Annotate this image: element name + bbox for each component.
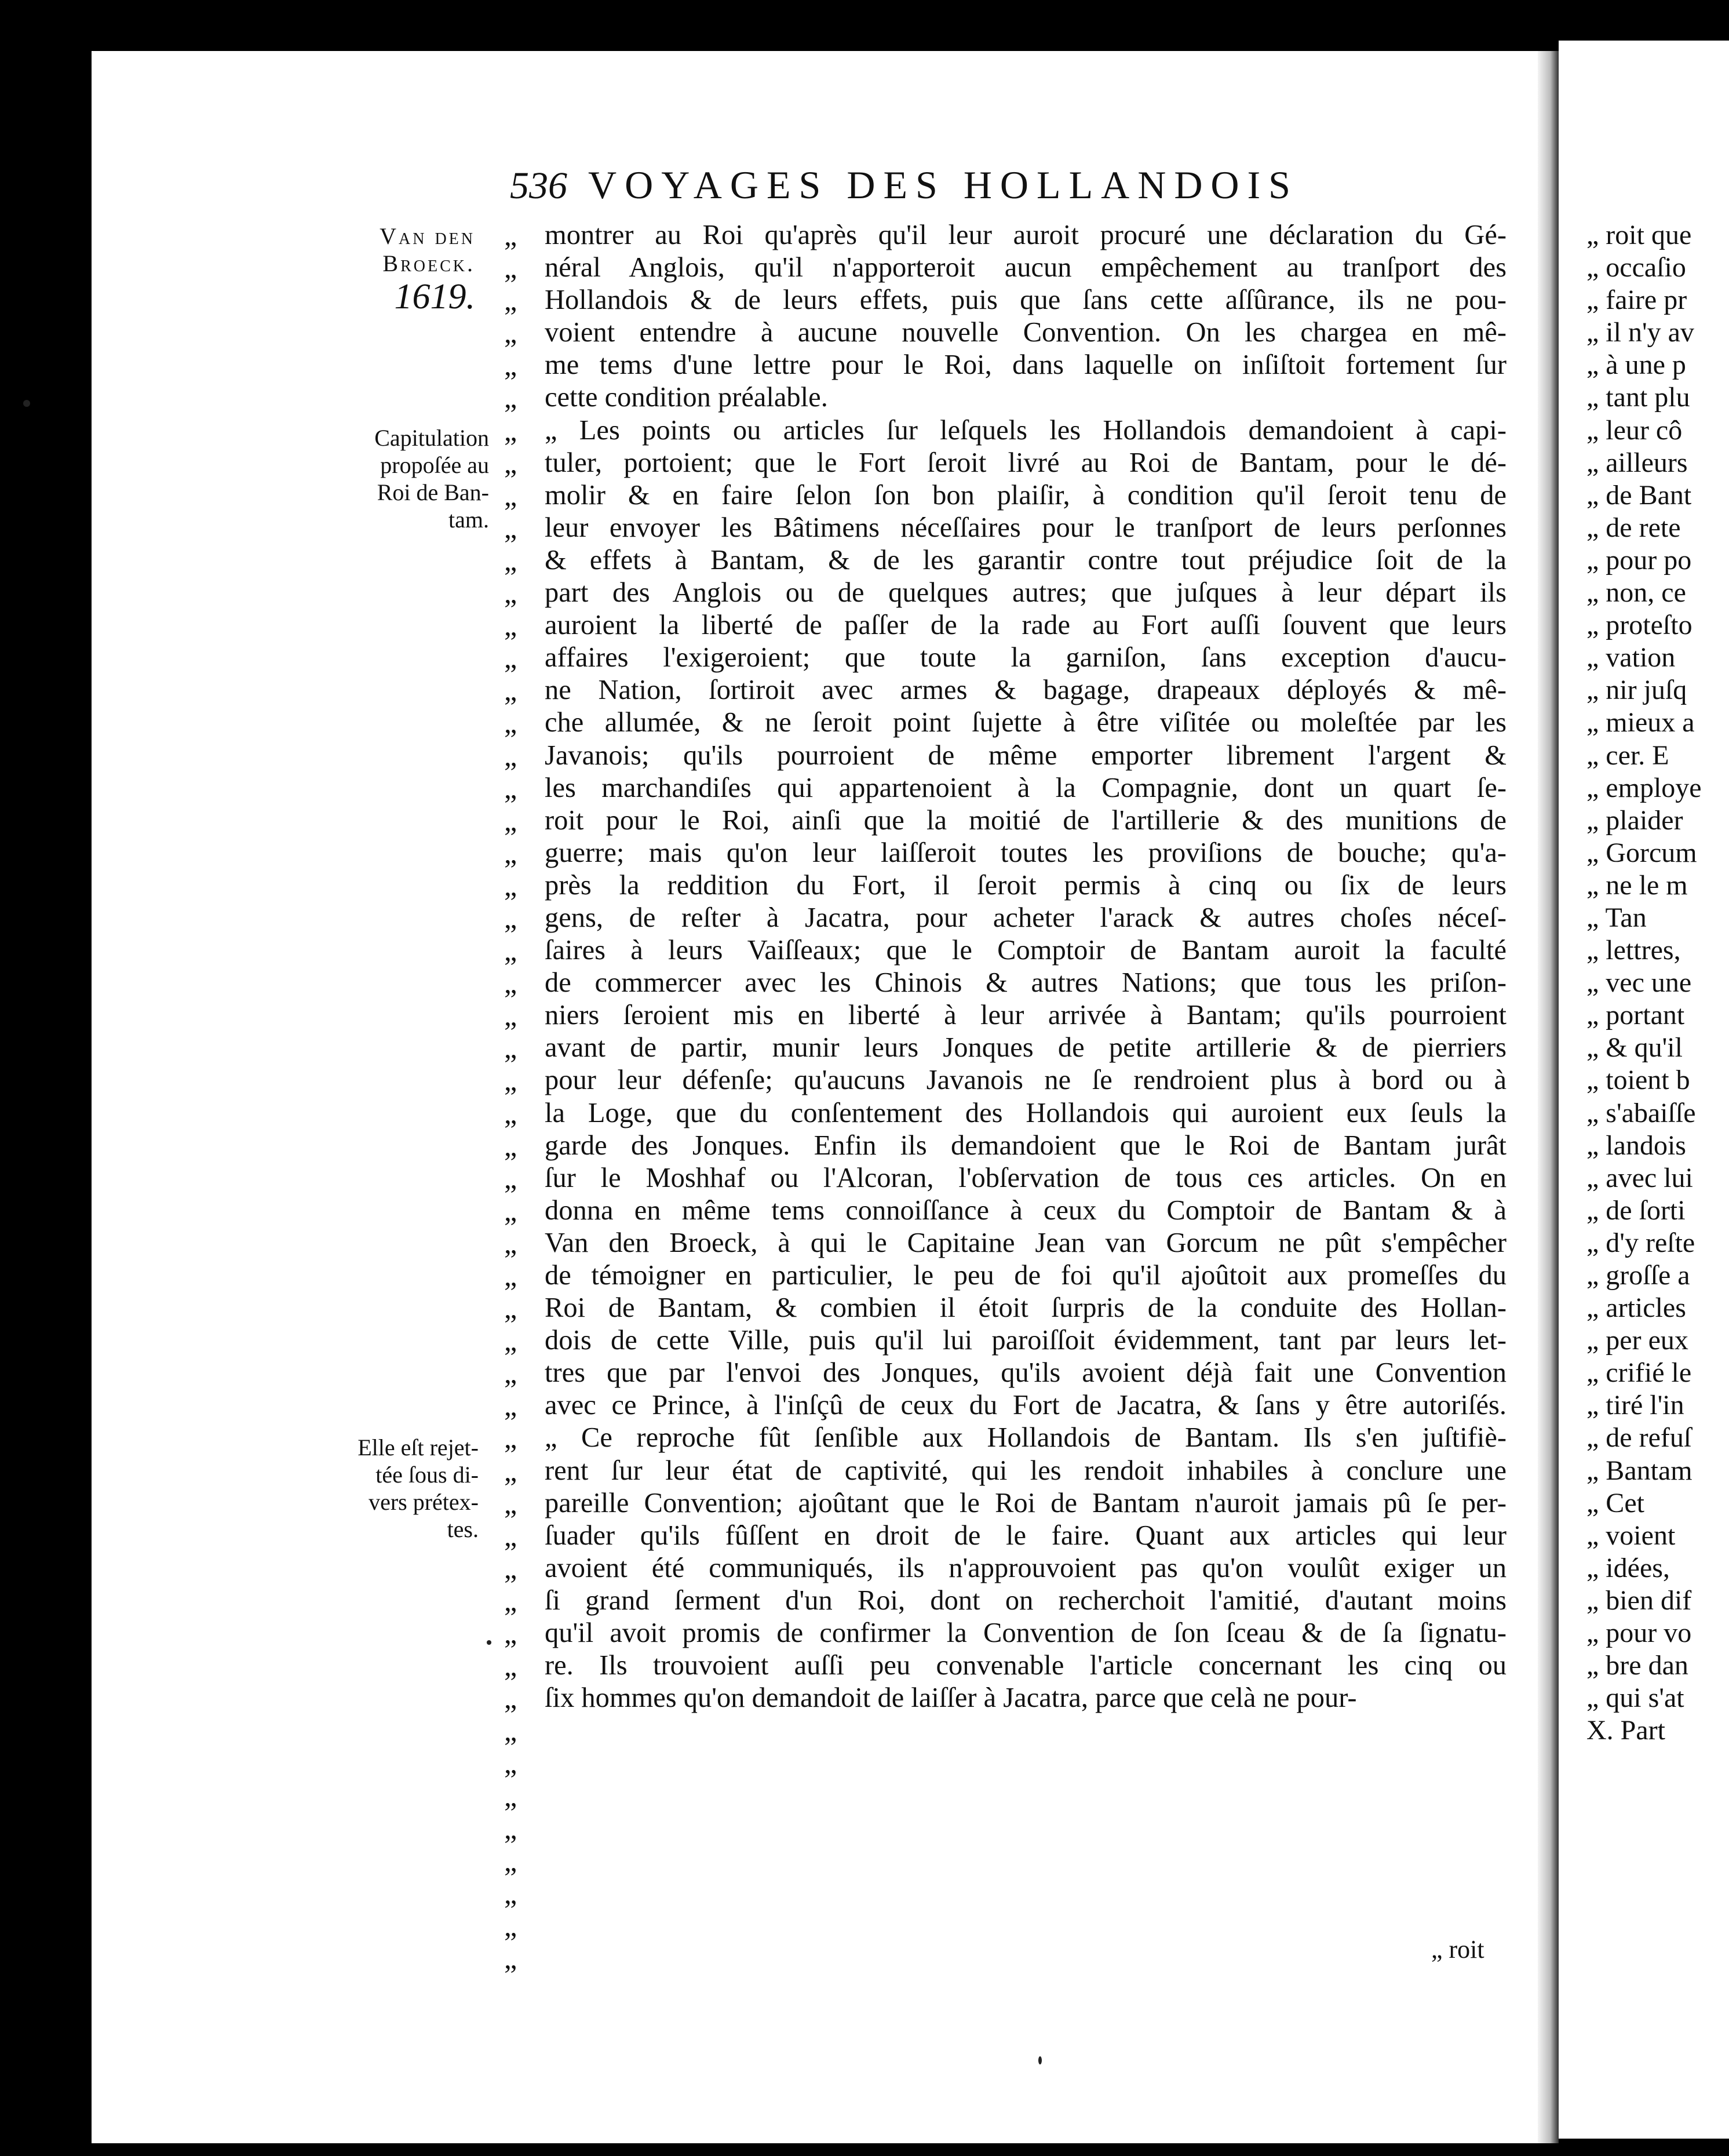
right-page-line: „ pour vo (1586, 1618, 1692, 1649)
quote-mark: „ (504, 1454, 517, 1487)
scan-speck (23, 400, 30, 407)
right-page-line: „ à une p (1586, 349, 1686, 381)
margin-note-line: Capitulation (374, 425, 489, 451)
right-page-line: „ pour po (1586, 544, 1692, 576)
body-line: tuler, portoient; que le Fort ſeroit livré au Roi de Bantam, pour le dé- (545, 447, 1507, 478)
body-line: „ Les points ou articles ſur leſquels les Hollandois demandoient à capi- (545, 414, 1507, 446)
quote-mark: „ (504, 252, 517, 285)
scan-speck (1038, 2056, 1042, 2064)
body-line: montrer au Roi qu'après qu'il leur auroit procuré une déclaration du Gé- (545, 220, 1507, 250)
quote-mark: „ (504, 446, 517, 479)
right-page-text (1586, 219, 1729, 1747)
margin-note-capitulation (324, 424, 489, 533)
quote-mark: „ (504, 479, 517, 512)
catchword: „ roit (1431, 1935, 1484, 1964)
margin-author-line: Broeck. (382, 250, 475, 276)
body-line: près la reddition du Fort, il ſeroit permis à cinq ou ſix de leurs (545, 869, 1507, 901)
body-line: roit pour le Roi, ainſi que la moitié de l'artillerie & des munitions de (545, 804, 1507, 836)
body-line: voient entendre à aucune nouvelle Convention. On les chargea en mê- (545, 317, 1507, 348)
body-line: tres que par l'envoi des Jonques, qu'ils avoient déjà fait une Convention (545, 1357, 1507, 1389)
right-page-line: „ non, ce (1586, 577, 1686, 609)
quote-mark: „ (504, 414, 517, 447)
margin-note-line: tée ſous di- (375, 1462, 479, 1488)
quote-mark: „ (504, 674, 517, 707)
right-page-line: „ plaider (1586, 804, 1683, 836)
body-line: ne Nation, ſortiroit avec armes & bagage, drapeaux déployés & mê- (545, 675, 1507, 706)
quote-mark: „ (504, 1779, 517, 1812)
right-page-line: „ il n'y av (1586, 317, 1694, 348)
quote-mark: „ (504, 1844, 517, 1877)
right-page-line: „ mieux a (1586, 707, 1695, 738)
quote-mark: „ (504, 1519, 517, 1552)
body-line: avec ce Prince, à l'inſçû de ceux du Fort de Jacatra, & ſans y être autoriſés. (545, 1390, 1507, 1421)
quote-mark: „ (504, 577, 517, 610)
right-page-line: „ proteſto (1586, 610, 1692, 641)
body-line: auroient la liberté de paſſer de la rade au Fort auſſi ſouvent que leurs (545, 610, 1507, 641)
quote-mark: „ (504, 1552, 517, 1585)
page-header (510, 162, 1414, 208)
right-page-line: „ employe (1586, 772, 1702, 803)
quote-mark: „ (504, 1584, 517, 1617)
body-text (545, 219, 1507, 1714)
margin-note-line: propoſée au (380, 452, 489, 478)
margin-note-line: Roi de Ban- (377, 479, 489, 505)
body-line: qu'il avoit promis de confirmer la Convention de ſon ſceau & de ſa ſignatu- (545, 1618, 1507, 1649)
body-line: rent ſur leur état de captivité, qui les rendoit inhabiles à conclure une (545, 1455, 1507, 1486)
body-line: „ Ce reproche fût ſenſible aux Hollandois de Bantam. Ils s'en juſtifiè- (545, 1422, 1507, 1454)
margin-author-line: Van den (380, 223, 475, 249)
right-page-line: „ voient (1586, 1520, 1676, 1551)
quote-mark: „ (504, 1877, 517, 1910)
right-page-line: „ tiré l'in (1586, 1390, 1684, 1421)
right-page-line: „ Bantam (1586, 1455, 1692, 1486)
quote-mark: „ (504, 1032, 517, 1065)
quote-mark: „ (504, 1682, 517, 1715)
right-page-line: „ roit que (1586, 220, 1692, 250)
right-page-line: „ portant (1586, 1000, 1685, 1031)
right-page-line: „ Tan (1586, 902, 1647, 933)
body-line: niers ſeroient mis en liberté à leur arrivée à Bantam; qu'ils pourroient (545, 1000, 1507, 1031)
body-line: donna en même tems connoiſſance à ceux du Comptoir de Bantam & à (545, 1194, 1507, 1226)
right-page-line: „ idées, (1586, 1552, 1670, 1583)
right-page-line: „ tant plu (1586, 382, 1690, 413)
body-line: ſur le Moshhaf ou l'Alcoran, l'obſervation de tous ces articles. On en (545, 1162, 1507, 1193)
quote-mark: „ (504, 1161, 517, 1194)
body-line: de témoigner en particulier, le peu de foi qu'il ajoûtoit aux promeſſes du (545, 1260, 1507, 1291)
right-page-line: „ bien dif (1586, 1585, 1692, 1616)
quote-mark: „ (504, 316, 517, 349)
right-page-line: „ & qu'il (1586, 1032, 1683, 1064)
right-page-line: „ de ſorti (1586, 1194, 1686, 1226)
margin-author-year (324, 223, 475, 316)
body-line: garde des Jonques. Enfin ils demandoient que le Roi de Bantam jurât (545, 1130, 1507, 1161)
page-gutter (1538, 51, 1559, 2143)
body-line: ſi grand ſerment d'un Roi, dont on recherchoit l'amitié, d'autant moins (545, 1585, 1507, 1616)
right-page-line: „ avec lui (1586, 1162, 1693, 1193)
quote-mark: „ (504, 1259, 517, 1292)
right-page-line: „ Gorcum (1586, 837, 1697, 868)
quote-mark: „ (504, 511, 517, 544)
quote-mark: „ (504, 1812, 517, 1845)
margin-note-line: Elle eſt rejet- (358, 1434, 479, 1461)
quote-mark: „ (504, 836, 517, 869)
right-page-line: „ Cet (1586, 1487, 1644, 1518)
body-line: dois de cette Ville, puis qu'il lui paroiſſoit évidemment, tant par leurs let- (545, 1325, 1507, 1356)
quote-mark: „ (504, 706, 517, 740)
body-line: che allumée, & ne ſeroit point ſujette à être viſitée ou moleſtée par les (545, 707, 1507, 738)
right-page-line: „ occaſio (1586, 252, 1686, 283)
body-line: avant de partir, munir leurs Jonques de petite artillerie & de pierriers (545, 1032, 1507, 1064)
quote-mark: „ (504, 967, 517, 1000)
quote-mark: „ (504, 1292, 517, 1325)
body-line: molir & en faire ſelon ſon bon plaiſir, à condition qu'il ſeroit tenu de (545, 479, 1507, 511)
quote-mark: „ (504, 934, 517, 967)
right-page-line: „ groſſe a (1586, 1260, 1690, 1291)
right-page-line: X. Part (1586, 1715, 1665, 1746)
right-page-line: „ per eux (1586, 1325, 1688, 1356)
body-line: néral Anglois, qu'il n'apporteroit aucun empêchement au tranſport des (545, 252, 1507, 283)
quote-mark: „ (504, 381, 517, 414)
quote-mark: „ (504, 1714, 517, 1747)
margin-note-rejected (324, 1434, 479, 1543)
body-line: part des Anglois ou de quelques autres; que juſques à leur départ ils (545, 577, 1507, 609)
body-line: affaires l'exigeroient; que toute la garniſon, ſans exception d'aucu- (545, 642, 1507, 673)
right-page-line: „ faire pr (1586, 285, 1687, 316)
right-page-line: „ crifié le (1586, 1357, 1692, 1389)
body-line: Van den Broeck, à qui le Capitaine Jean van Gorcum ne pût s'empêcher (545, 1227, 1507, 1258)
right-page-line: „ vec une (1586, 967, 1692, 999)
body-line: leur envoyer les Bâtimens néceſſaires pour le tranſport de leurs perſonnes (545, 512, 1507, 543)
quote-mark: „ (504, 1194, 517, 1227)
body-line: gens, de reſter à Jacatra, pour acheter l'arack & autres choſes néceſ- (545, 902, 1507, 933)
quote-marks-column (504, 219, 537, 1975)
quote-mark: „ (504, 544, 517, 577)
margin-note-line: tam. (448, 507, 489, 533)
quote-mark: „ (504, 642, 517, 675)
right-page-line: „ toient b (1586, 1065, 1690, 1096)
quote-mark: „ (504, 1487, 517, 1520)
body-line: re. Ils trouvoient auſſi peu convenable l'article concernant les cinq ou (545, 1650, 1507, 1681)
quote-mark: „ (504, 1942, 517, 1975)
quote-mark: „ (504, 771, 517, 804)
body-line: pareille Convention; ajoûtant que le Roi de Bantam n'auroit jamais pû ſe per- (545, 1487, 1507, 1518)
quote-mark: „ (504, 219, 517, 252)
quote-mark: „ (504, 1097, 517, 1130)
right-page-line: „ bre dan (1586, 1650, 1688, 1681)
body-line: Roi de Bantam, & combien il étoit ſurpris de la conduite des Hollan- (545, 1292, 1507, 1324)
right-page-line: „ leur cô (1586, 414, 1683, 446)
running-title: VOYAGES DES HOLLANDOIS (588, 163, 1298, 207)
right-page-line: „ articles (1586, 1292, 1686, 1324)
quote-mark: „ (504, 1909, 517, 1942)
quote-mark: „ (504, 284, 517, 317)
quote-mark: „ (504, 1389, 517, 1422)
quote-mark: „ (504, 999, 517, 1032)
body-line: les marchandiſes qui appartenoient à la Compagnie, dont un quart ſe- (545, 772, 1507, 803)
body-line: pour leur défenſe; qu'aucuns Javanois ne ſe rendroient plus à bord ou à (545, 1065, 1507, 1096)
body-line: & effets à Bantam, & de les garantir contre tout préjudice ſoit de la (545, 544, 1507, 576)
body-line: Javanois; qu'ils pourroient de même emporter librement l'argent & (545, 740, 1507, 771)
body-line: me tems d'une lettre pour le Roi, dans laquelle on inſiſtoit fortement ſur (545, 349, 1507, 381)
body-line: Hollandois & de leurs effets, puis que ſans cette aſſûrance, ils ne pou- (545, 285, 1507, 316)
quote-mark: „ (504, 609, 517, 642)
right-page-line: „ ailleurs (1586, 447, 1688, 478)
right-page-line: „ nir juſq (1586, 675, 1687, 706)
right-page-line: „ ne le m (1586, 869, 1688, 901)
right-page-line: „ vation (1586, 642, 1676, 673)
quote-mark: „ (504, 1129, 517, 1162)
right-page-line: „ de rete (1586, 512, 1681, 543)
body-line: la Loge, que du conſentement des Hollandois qui auroient eux ſeuls la (545, 1097, 1507, 1128)
margin-note-line: vers prétex- (369, 1489, 479, 1515)
body-line: ſuader qu'ils fûſſent en droit de le faire. Quant aux articles qui leur (545, 1520, 1507, 1551)
right-page-line: „ landois (1586, 1130, 1686, 1161)
quote-mark: „ (504, 901, 517, 934)
quote-mark: „ (504, 1747, 517, 1780)
margin-year: 1619. (394, 277, 475, 316)
quote-mark: „ (504, 1617, 517, 1650)
body-line: cette condition préalable. (545, 382, 828, 413)
body-line: ſix hommes qu'on demandoit de laiſſer à Jacatra, parce que celà ne pour- (545, 1682, 1357, 1714)
quote-mark: „ (504, 1324, 517, 1357)
quote-mark: „ (504, 1226, 517, 1259)
quote-mark: „ (504, 739, 517, 772)
right-page-line: „ qui s'at (1586, 1682, 1684, 1714)
right-page-line: „ lettres, (1586, 935, 1681, 966)
page-number: 536 (510, 165, 567, 207)
quote-mark: „ (504, 869, 517, 902)
quote-mark: „ (504, 349, 517, 382)
quote-mark: „ (504, 1422, 517, 1455)
body-line: avoient été communiqués, ils n'approuvoient pas qu'on voulût exiger un (545, 1552, 1507, 1583)
quote-mark: „ (504, 804, 517, 837)
right-page-line: „ cer. E (1586, 740, 1669, 771)
scan-speck (487, 1640, 491, 1645)
body-line: de commercer avec les Chinois & autres Nations; que tous les priſon- (545, 967, 1507, 999)
quote-mark: „ (504, 1649, 517, 1682)
margin-note-line: tes. (447, 1516, 479, 1542)
right-page-line: „ s'abaiſſe (1586, 1097, 1696, 1128)
body-line: ſaires à leurs Vaiſſeaux; que le Comptoir de Bantam auroit la faculté (545, 935, 1507, 966)
right-page-line: „ de Bant (1586, 479, 1692, 511)
right-page-line: „ de refuſ (1586, 1422, 1692, 1454)
quote-mark: „ (504, 1064, 517, 1097)
right-page-line: „ d'y reſte (1586, 1227, 1695, 1258)
quote-mark: „ (504, 1357, 517, 1390)
body-line: guerre; mais qu'on leur laiſſeroit toutes les proviſions de bouche; qu'a- (545, 837, 1507, 868)
